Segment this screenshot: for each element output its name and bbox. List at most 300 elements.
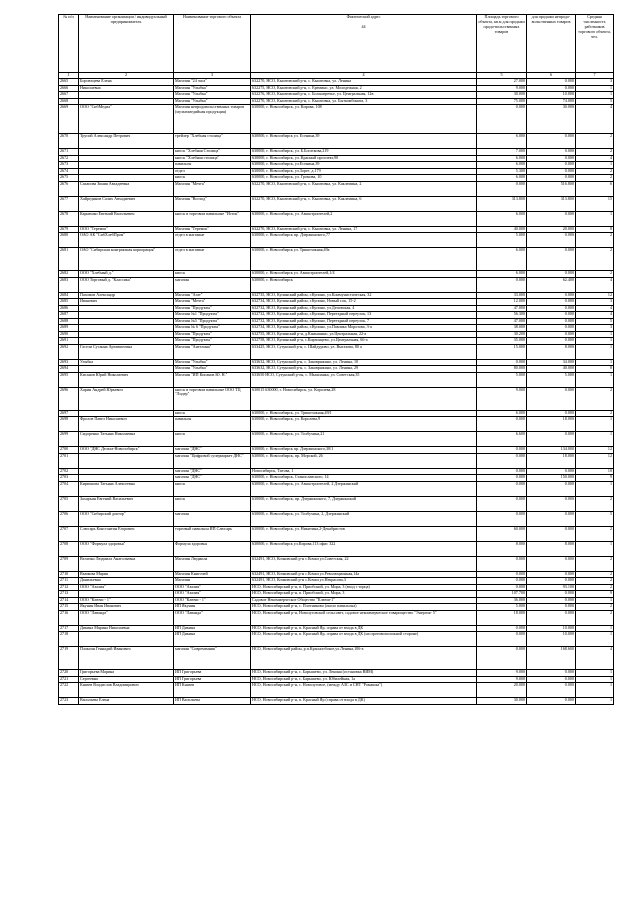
food-area-cell: 15.000 <box>477 344 527 359</box>
employees-cell: 1 <box>576 683 614 698</box>
organization-cell: ООО "Ключи - 1" <box>79 597 174 604</box>
address-cell: НСО, Новосибирский р-н, с. Плотниково (около павильона) <box>251 604 477 611</box>
row-number: 2691 <box>59 338 79 345</box>
nonfood-area-cell: 10.000 <box>527 92 576 99</box>
food-area-cell: 9.000 <box>477 85 527 92</box>
nonfood-area-cell: 10.000 <box>527 625 576 632</box>
employees-cell: 2 <box>576 584 614 591</box>
row-number: 2709 <box>59 556 79 571</box>
food-area-cell: 6.600 <box>477 432 527 447</box>
nonfood-area-cell: 18.000 <box>527 417 576 432</box>
row-number: 2686 <box>59 305 79 312</box>
object-name-cell: ИП Дикина <box>174 625 251 632</box>
nonfood-area-cell: 0.000 <box>527 468 576 475</box>
nonfood-area-cell: 0.000 <box>527 683 576 698</box>
employees-cell: 5 <box>576 98 614 105</box>
food-area-cell: 0.000 <box>477 417 527 432</box>
nonfood-area-cell: 18.000 <box>527 453 576 468</box>
employees-cell: 1 <box>576 85 614 92</box>
table-row <box>59 632 614 647</box>
address-cell: 632735, НСО, Купинский район, г.Купино, ул.Коммунистическая, 32 <box>251 292 477 299</box>
employees-cell: 1 <box>576 625 614 632</box>
object-name-cell: Магазин "Улыбка" <box>174 85 251 92</box>
organization-cell: Григорьева Марина <box>79 670 174 677</box>
row-number: 2706 <box>59 511 79 526</box>
table-row <box>59 481 614 496</box>
address-cell: 630000, г. Новосибирск <box>251 277 477 292</box>
object-name-cell: киоск "Хлебная Столица" <box>174 149 251 156</box>
organization-cell: Карнешко Евгений Васильевич <box>79 211 174 226</box>
address-cell: 633632, НСО, Сузунский р-н, с. Заковряжино, ул. Ленина, 29 <box>251 366 477 373</box>
food-area-cell: 5.000 <box>477 233 527 248</box>
food-area-cell: 9.000 <box>477 670 527 677</box>
object-name-cell: Магазин <box>174 578 251 585</box>
organization-cell: Плаксин Геннадий Иванович <box>79 647 174 670</box>
nonfood-area-cell: 0.000 <box>527 318 576 325</box>
nonfood-area-cell: 0.000 <box>527 299 576 306</box>
employees-cell: 10 <box>576 468 614 475</box>
nonfood-area-cell: 93.100 <box>527 584 576 591</box>
food-area-cell: 0.000 <box>477 468 527 475</box>
food-area-cell: 20.000 <box>477 683 527 698</box>
food-area-cell: 0.000 <box>477 511 527 526</box>
food-area-cell: 80.000 <box>477 366 527 373</box>
food-area-cell: 7.000 <box>477 149 527 156</box>
employees-cell: 2 <box>576 410 614 417</box>
employees-cell: 3 <box>576 79 614 86</box>
nonfood-area-cell: 0.000 <box>527 331 576 338</box>
header-address-label: Фактический адрес <box>346 14 381 19</box>
row-number: 2676 <box>59 181 79 196</box>
row-number: 2699 <box>59 432 79 447</box>
row-number: 2705 <box>59 496 79 511</box>
table-row <box>59 683 614 698</box>
address-cell: 630000, г. Новосибирск, ул. Толбухина, 2, Дзержинский <box>251 511 477 526</box>
table-row <box>59 211 614 226</box>
organization-cell: Сергеевна <box>79 676 174 683</box>
row-number: 2689 <box>59 325 79 332</box>
object-name-cell: ООО "Азалия" <box>174 584 251 591</box>
row-number: 2718 <box>59 632 79 647</box>
organization-cell: ООО "Лаванда" <box>79 610 174 625</box>
organization-cell: Князев Владислав Владимирович <box>79 683 174 698</box>
object-name-cell: павильон <box>174 417 251 432</box>
food-area-cell: 30.000 <box>477 698 527 705</box>
employees-cell: 2 <box>576 526 614 541</box>
employees-cell: 1 <box>576 92 614 99</box>
column-number: 6 <box>527 73 576 79</box>
address-cell: 632275, НСО, Кыштовский р-н, с. Еремино, ул. Молодежная, 2 <box>251 85 477 92</box>
nonfood-area-cell: 0.000 <box>527 312 576 319</box>
row-number: 2681 <box>59 248 79 271</box>
food-area-cell: 6.000 <box>477 155 527 162</box>
employees-cell: 1 <box>576 372 614 387</box>
employees-cell: 3 <box>576 325 614 332</box>
organization-cell: Дикина Марина Николаевна <box>79 625 174 632</box>
object-name-cell: Магазин "Теремок" <box>174 226 251 233</box>
address-cell: НСО, Новосибирский р-н, п. Красный Яр (справа от входа в ДК) <box>251 698 477 705</box>
nonfood-area-cell: 0.000 <box>527 175 576 182</box>
object-name-cell: ИП Князев <box>174 683 251 698</box>
food-area-cell: 0.000 <box>477 556 527 571</box>
address-cell: 632758, НСО, Купинский р-н, с.Кирзинцево, ул.Центральная, 66-а <box>251 338 477 345</box>
object-name-cell: киоск <box>174 175 251 182</box>
row-number: 2711 <box>59 578 79 585</box>
row-number: 2703 <box>59 475 79 482</box>
address-cell: 630015 630000, г. Новосибирск, ул. Королева,28 <box>251 387 477 410</box>
row-number: 2682 <box>59 271 79 278</box>
address-cell: НСО, Новосибирский р-н, п. Красный Яр, справа от входа в ДК <box>251 625 477 632</box>
column-number: 4 <box>251 73 477 79</box>
row-number: 2719 <box>59 647 79 670</box>
object-name-cell: Магазин "24 часа" <box>174 79 251 86</box>
address-cell: НСО, Новосибирский р-н, с. Новолуговое, (между АЗС и СНТ "Ромашка") <box>251 683 477 698</box>
employees-cell: 12 <box>576 292 614 299</box>
employees-cell: 2 <box>576 168 614 175</box>
object-name-cell: ИП Дикина <box>174 632 251 647</box>
food-area-cell: 30.000 <box>477 92 527 99</box>
employees-cell: 2 <box>576 233 614 248</box>
food-area-cell: 75.000 <box>477 98 527 105</box>
nonfood-area-cell: 0.000 <box>527 591 576 598</box>
object-name-cell: Магазин "Мечта" <box>174 181 251 196</box>
organization-cell: Бороющева Елена <box>79 79 174 86</box>
object-name-cell: ООО "Азалия" <box>174 591 251 598</box>
organization-cell: Гасели Сусанна Артавшеовна <box>79 344 174 359</box>
nonfood-area-cell: 0.000 <box>527 676 576 683</box>
employees-cell: 4 <box>576 277 614 292</box>
nonfood-area-cell: 0.000 <box>527 305 576 312</box>
object-name-cell: Магазин "Продукты" <box>174 338 251 345</box>
table-row <box>59 453 614 468</box>
nonfood-area-cell: 0.000 <box>527 432 576 447</box>
object-name-cell: магазин "Современник" <box>174 647 251 670</box>
nonfood-area-cell: 0.000 <box>527 233 576 248</box>
object-name-cell: Магазин "Улыбка" <box>174 366 251 373</box>
row-number: 2697 <box>59 410 79 417</box>
object-name-cell: магазин "ДНС" <box>174 447 251 454</box>
object-name-cell: Формула здоровья <box>174 541 251 556</box>
row-number: 2698 <box>59 417 79 432</box>
row-number: 2707 <box>59 526 79 541</box>
address-cell: НСО, Новосибирский р-н, с. Барышево, ул. Юбилейная, 1а <box>251 676 477 683</box>
food-area-cell: 18.000 <box>477 610 527 625</box>
row-number: 2721 <box>59 676 79 683</box>
address-cell: НСО, Новосибирский р-н, п. Красный Яр, справа от входа в ДК (на противоположной стороне) <box>251 632 477 647</box>
employees-cell: 4 <box>576 305 614 312</box>
employees-cell: 2 <box>576 134 614 149</box>
address-cell: 632491, НСО, Кочковский р-н с.Кочки ул.Революционная,14а <box>251 571 477 578</box>
table-row <box>59 248 614 271</box>
table-row <box>59 196 614 211</box>
address-cell: 632734, НСО, Купинский район, г.Купино, ул.Павлика Морозова, 3-а <box>251 325 477 332</box>
object-name-cell: ООО "Ключи - 1" <box>174 597 251 604</box>
organization-cell: Сахапова Зиния Авхадеевна <box>79 181 174 196</box>
food-area-cell: 0.000 <box>477 632 527 647</box>
object-name-cell: Магазин № 6 "Продукты" <box>174 325 251 332</box>
header-organization: Наименование организации / индивидуальный предприниматель <box>79 15 174 73</box>
organization-cell: ООО "Теремок" <box>79 226 174 233</box>
row-number: 2716 <box>59 610 79 625</box>
employees-cell: 6 <box>576 181 614 196</box>
column-number: 5 <box>477 73 527 79</box>
employees-cell: 2 <box>576 496 614 511</box>
nonfood-area-cell: 0.000 <box>527 149 576 156</box>
row-number: 2700 <box>59 447 79 454</box>
table-row <box>59 556 614 571</box>
employees-cell: 1 <box>576 632 614 647</box>
employees-cell: 1 <box>576 331 614 338</box>
header-number: № п/п <box>59 15 79 73</box>
employees-cell: 2 <box>576 149 614 156</box>
address-cell: 630000, г. Новосибирск, Станиславского, 14 <box>251 475 477 482</box>
food-area-cell: 6.000 <box>477 175 527 182</box>
nonfood-area-cell: 516.800 <box>527 181 576 196</box>
row-number: 2708 <box>59 541 79 556</box>
food-area-cell: 47.000 <box>477 305 527 312</box>
table-row <box>59 647 614 670</box>
object-name-cell: Магазин "Восход" <box>174 196 251 211</box>
address-cell: 632491, НСО, Кочковский р-н с.Кочки ул.Советская, 22 <box>251 556 477 571</box>
food-area-cell: 0.000 <box>477 105 527 134</box>
employees-cell: 2 <box>576 604 614 611</box>
address-cell: 632734, НСО, Купинский район, г.Купино, Новый г.ок, 15-2 <box>251 299 477 306</box>
row-number: 2673 <box>59 162 79 169</box>
object-name-cell: Магазин "Продукты" <box>174 331 251 338</box>
object-name-cell: Магазин "ИП Кисанов Ю. Н." <box>174 372 251 387</box>
employees-cell: 1 <box>576 211 614 226</box>
organization-cell <box>79 632 174 647</box>
object-name-cell: Магазин "Улыбка" <box>174 359 251 366</box>
nonfood-area-cell: 0.000 <box>527 481 576 496</box>
nonfood-area-cell: 0.000 <box>527 325 576 332</box>
object-name-cell: магазин "ДНС" <box>174 468 251 475</box>
food-area-cell: 0.000 <box>477 584 527 591</box>
object-name-cell: киоск <box>174 481 251 496</box>
row-number: 2712 <box>59 584 79 591</box>
nonfood-area-cell: 8.000 <box>527 344 576 359</box>
food-area-cell: 40.000 <box>477 226 527 233</box>
employees-cell: 1 <box>576 417 614 432</box>
organization-cell: ООО "Хлебный д." <box>79 271 174 278</box>
nonfood-area-cell: 0.000 <box>527 410 576 417</box>
address-cell: 630000, г. Новосибирск, пр. Морской, 26 <box>251 453 477 468</box>
header-address-sub: 44 <box>361 23 366 29</box>
food-area-cell: 27.000 <box>477 79 527 86</box>
address-cell: 632270, НСО, Кыштовский р-н, с. Кыштовка, ул. Каклемина, 2 <box>251 181 477 196</box>
nonfood-area-cell: 0.000 <box>527 698 576 705</box>
nonfood-area-cell: 0.000 <box>527 271 576 278</box>
food-area-cell: 5.000 <box>477 604 527 611</box>
address-cell: 633650 НСО, Сузунский р-он, с. Мышланка, ул. Советская,35 <box>251 372 477 387</box>
address-cell: 630000, г. Новосибирск, ул. Авиастроителей,2 <box>251 211 477 226</box>
address-cell: 630000, г. Новосибирск, ул. Громова, 10 <box>251 175 477 182</box>
employees-cell: 5 <box>576 511 614 526</box>
organization-cell: ООО Торговый д. "Классика" <box>79 277 174 292</box>
address-cell: 630000, г. Новосибирск ул. Есенина,39 <box>251 134 477 149</box>
table-row <box>59 344 614 359</box>
food-area-cell: 6.000 <box>477 271 527 278</box>
header-nonfood-area: для продажи непродо-вольственных товаров <box>527 15 576 73</box>
nonfood-area-cell: 0.000 <box>527 571 576 578</box>
nonfood-area-cell: 0.000 <box>527 85 576 92</box>
nonfood-area-cell: 8.000 <box>527 541 576 556</box>
row-number: 2668 <box>59 98 79 105</box>
food-area-cell: 33.000 <box>477 292 527 299</box>
nonfood-area-cell: 0.000 <box>527 134 576 149</box>
food-area-cell: 0.000 <box>477 571 527 578</box>
object-name-cell: киоск <box>174 496 251 511</box>
nonfood-area-cell: 0.000 <box>527 556 576 571</box>
food-area-cell: 0.000 <box>477 277 527 292</box>
food-area-cell: 60.000 <box>477 526 527 541</box>
object-name-cell: Магазин "Улыбка" <box>174 98 251 105</box>
nonfood-area-cell: 0.000 <box>527 211 576 226</box>
address-cell: 632270, НСО, Кыштовский р-н, с. Кыштовка, ул. Ленина, 17 <box>251 226 477 233</box>
row-number: 2678 <box>59 211 79 226</box>
employees-cell: 15 <box>576 196 614 211</box>
nonfood-area-cell: 0.000 <box>527 511 576 526</box>
object-name-cell: магазин "Цифровой супермаркет ДНС" <box>174 453 251 468</box>
address-cell: 633632, НСО, Сузунский р-н, с. Заковряжино, ул. Ленина, 10 <box>251 359 477 366</box>
address-cell: 630000, г. Новосибирск, ул.Зорге, д.179 <box>251 168 477 175</box>
employees-cell: 9 <box>576 475 614 482</box>
organization-cell: ОАО АК "СибХлебПром" <box>79 233 174 248</box>
employees-cell: 9 <box>576 591 614 598</box>
food-area-cell: 107.700 <box>477 591 527 598</box>
row-number: 2713 <box>59 591 79 598</box>
nonfood-area-cell: 10.000 <box>527 632 576 647</box>
object-name-cell: киоск в торговом павильоне ООО ТЦ "Лидер" <box>174 387 251 410</box>
table-row <box>59 387 614 410</box>
nonfood-area-cell: 0.000 <box>527 670 576 677</box>
object-name-cell: Магазин Книгочей <box>174 571 251 578</box>
nonfood-area-cell: 0.000 <box>527 168 576 175</box>
organization-cell: Харин Андрей Юрьевич <box>79 387 174 410</box>
food-area-cell: 6.000 <box>477 410 527 417</box>
food-area-cell: 0.000 <box>477 453 527 468</box>
organization-cell: Сидоренко Татьяна Николаевна <box>79 432 174 447</box>
row-number: 2677 <box>59 196 79 211</box>
food-area-cell: 5.300 <box>477 168 527 175</box>
table-header-row <box>59 15 614 73</box>
row-number: 2714 <box>59 597 79 604</box>
nonfood-area-cell: 0.000 <box>527 248 576 271</box>
organization-cell: Иванович <box>79 299 174 306</box>
nonfood-area-cell: 313.800 <box>527 196 576 211</box>
row-number: 2688 <box>59 318 79 325</box>
row-number: 2715 <box>59 604 79 611</box>
nonfood-area-cell: 0.000 <box>527 526 576 541</box>
object-name-cell: киоск <box>174 432 251 447</box>
food-area-cell: 0.000 <box>477 496 527 511</box>
row-number: 2723 <box>59 698 79 705</box>
header-address <box>251 15 477 73</box>
address-cell: 632491, НСО, Кочковский р-н с.Кочки ул.Некрасова,3 <box>251 578 477 585</box>
nonfood-area-cell: 0.000 <box>527 578 576 585</box>
row-number: 2680 <box>59 233 79 248</box>
row-number: 2722 <box>59 683 79 698</box>
food-area-cell: 47.000 <box>477 318 527 325</box>
address-cell: НСО, Новосибирский р-н, п. Приобский, ул. Мира, 3 (вход с торца) <box>251 584 477 591</box>
organization-cell: Фролов Павел Николаевич <box>79 417 174 432</box>
object-name-cell: Магазин "Улыбка" <box>174 92 251 99</box>
object-name-cell: Магазин №5 "Продукты" <box>174 318 251 325</box>
employees-cell: 4 <box>576 155 614 162</box>
employees-cell: 1 <box>576 481 614 496</box>
address-cell: 630000, г. Новосибирск, ул. Б.Богаткова,219 <box>251 149 477 156</box>
nonfood-area-cell: 0.000 <box>527 338 576 345</box>
food-area-cell: 35.000 <box>477 338 527 345</box>
object-name-cell: магазин "ДНС" <box>174 475 251 482</box>
nonfood-area-cell: 30.000 <box>527 105 576 134</box>
food-area-cell: 0.000 <box>477 625 527 632</box>
food-area-cell: 56.300 <box>477 312 527 319</box>
table-row <box>59 134 614 149</box>
food-area-cell: 313.800 <box>477 196 527 211</box>
row-number: 2693 <box>59 359 79 366</box>
employees-cell: 1 <box>576 597 614 604</box>
employees-cell: 3 <box>576 299 614 306</box>
organization-cell: Захарьин Евгений Васильевич <box>79 496 174 511</box>
address-cell: НСО, Новосибирский р-н, с. Барышево, ул. Ленина (остановка ВИМ) <box>251 670 477 677</box>
object-name-cell: Магазин №1 "Продукты" <box>174 312 251 319</box>
row-number: 2690 <box>59 331 79 338</box>
employees-cell: 4 <box>576 647 614 670</box>
address-cell: 633425, НСО, Сузунский р-н, с. Шайдурово, ул. Выгазова, 80 а <box>251 344 477 359</box>
organization-cell <box>79 453 174 468</box>
employees-cell: 1 <box>576 432 614 447</box>
row-number: 2684 <box>59 292 79 299</box>
employees-cell: 1 <box>576 698 614 705</box>
address-cell: 632755, НСО, Купинский р-н, д.Камышино, ул.Центральная, 22-а <box>251 331 477 338</box>
object-name-cell: ИП Григорьева <box>174 676 251 683</box>
employees-cell: 2 <box>576 571 614 578</box>
table-row <box>59 698 614 705</box>
organization-cell: Васильева Елена <box>79 698 174 705</box>
organization-cell: ООО "Азалия" <box>79 584 174 591</box>
row-number: 2710 <box>59 571 79 578</box>
organization-cell: Трусий Александр Петрович <box>79 134 174 149</box>
food-area-cell: 8.000 <box>477 541 527 556</box>
table-row <box>59 496 614 511</box>
row-number: 2692 <box>59 344 79 359</box>
table-row <box>59 610 614 625</box>
address-cell: 632270, НСО, Кыштовский р-н, с. Кыштовка, ул. Каклемина, 6 <box>251 196 477 211</box>
food-area-cell: 0.000 <box>477 481 527 496</box>
row-number: 2669 <box>59 105 79 134</box>
employees-cell: 2 <box>576 610 614 625</box>
food-area-cell: 0.000 <box>477 181 527 196</box>
food-area-cell: 5.000 <box>477 372 527 387</box>
nonfood-area-cell: 20.000 <box>527 226 576 233</box>
organization-cell: Улыбка <box>79 359 174 366</box>
organization-cell: Кисанов Юрий Николаевич <box>79 372 174 387</box>
address-cell: 630000, г. Новосибирск, ул. Авиастроителей, 2 Дзержинский <box>251 481 477 496</box>
organization-cell: Хайрединов Салих Авхадиевич <box>79 196 174 211</box>
nonfood-area-cell: 150.000 <box>527 475 576 482</box>
food-area-cell: 12.000 <box>477 299 527 306</box>
address-cell: 632732, НСО, Купинский район, г.Купино, ул.Деповская, 4 <box>251 305 477 312</box>
food-area-cell: 0.000 <box>477 447 527 454</box>
nonfood-area-cell: 0.000 <box>527 496 576 511</box>
food-area-cell: 6.000 <box>477 162 527 169</box>
food-area-cell: 0.000 <box>477 359 527 366</box>
object-name-cell: торговый павильон ИП Слюсарь <box>174 526 251 541</box>
row-number: 2679 <box>59 226 79 233</box>
row-number: 2675 <box>59 175 79 182</box>
table-row <box>59 105 614 134</box>
